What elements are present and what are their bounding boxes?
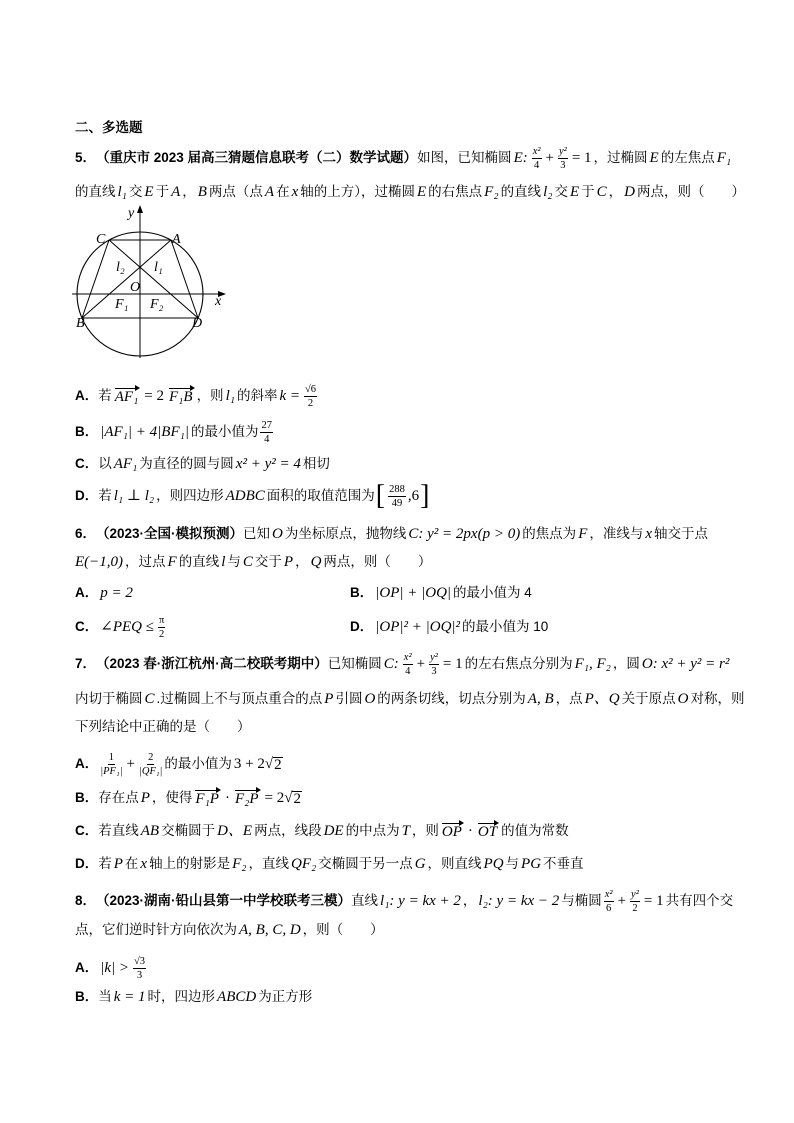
question-source: （2023 春·浙江杭州·高二校联考期中） xyxy=(96,656,328,671)
text-run: ，过椭圆 xyxy=(593,150,648,165)
text-run: 内切于椭圆 xyxy=(75,691,143,706)
math-expr: P xyxy=(113,856,123,872)
option-label: C． xyxy=(75,823,99,838)
option-label: D． xyxy=(350,619,374,634)
q5-option-c xyxy=(75,454,330,474)
label-point-a: A xyxy=(172,232,181,247)
text-run: 的两条切线，切点分别为 xyxy=(377,691,526,706)
text-run: 交椭圆于 xyxy=(161,823,216,838)
text-run: 若 xyxy=(98,488,112,503)
math-expr: p = 2 xyxy=(100,585,133,601)
option-label: A． xyxy=(75,388,99,403)
math-expr: O xyxy=(677,691,689,707)
fraction-denominator: 3 xyxy=(136,969,143,981)
text-run: 在 xyxy=(124,856,139,871)
math-expr: F₂ xyxy=(232,856,247,872)
text-run: 的焦点为 xyxy=(522,526,577,541)
fraction xyxy=(429,652,439,677)
math-expr: x² + y² = 4 xyxy=(235,456,301,472)
q5-ellipse-figure xyxy=(68,202,233,362)
label-line-l2: l₂ xyxy=(116,260,125,275)
math-expr: l₁ xyxy=(225,388,235,404)
vector-expr: OT xyxy=(477,824,498,840)
label-point-b: B xyxy=(76,316,85,331)
math-expr: P xyxy=(140,790,150,806)
text-run: 交 xyxy=(554,184,568,199)
fraction-denominator: 49 xyxy=(391,497,403,509)
fraction-denominator: 2 xyxy=(159,628,165,640)
math-op: + xyxy=(126,756,135,772)
q5-option-a xyxy=(75,383,319,409)
radicand: 2 xyxy=(293,790,301,807)
text-run: 的直线 xyxy=(75,184,116,199)
math-expr: |OP| + |OQ| xyxy=(375,585,452,601)
question-source: （2023·全国·模拟预测） xyxy=(96,526,244,541)
option-label: B． xyxy=(75,790,99,805)
fraction xyxy=(403,652,413,677)
q5-option-b xyxy=(75,419,275,445)
math-expr: E xyxy=(649,150,659,166)
math-expr: |k| > xyxy=(100,960,130,976)
fraction-denominator: 4 xyxy=(534,159,540,171)
q6-option-a xyxy=(75,583,135,603)
math-expr: G xyxy=(414,856,426,872)
text-run: 为直径的圆与圆 xyxy=(139,456,234,471)
math-expr: ABCD xyxy=(217,989,257,1005)
math-op: = 1 xyxy=(643,893,664,909)
question-number: 5． xyxy=(75,150,97,165)
question-number: 8． xyxy=(75,893,97,908)
text-run: 共有四个交 xyxy=(665,893,734,908)
fraction xyxy=(630,889,640,914)
fraction-numerator: π xyxy=(158,614,165,626)
text-run: 时，四边形 xyxy=(147,989,216,1004)
text-run: 的最小值为 xyxy=(164,756,232,771)
text-run: ，点 xyxy=(555,691,583,706)
text-run: 于 xyxy=(155,184,170,199)
text-run: 的最小值为 10 xyxy=(462,619,549,634)
text-run: ，准线与 xyxy=(589,526,644,541)
label-y-axis: y xyxy=(128,206,135,221)
fraction-numerator: 1 xyxy=(108,751,114,763)
text-run: 交椭圆于另一点 xyxy=(318,856,413,871)
fraction xyxy=(388,484,406,509)
radicand: 2 xyxy=(274,756,282,773)
text-run: ，则直线 xyxy=(427,856,482,871)
fraction xyxy=(158,615,165,640)
question-number: 7． xyxy=(75,656,97,671)
label-focus-f2: F₂ xyxy=(150,297,164,312)
math-expr: A xyxy=(264,184,275,200)
text-run: .过椭圆上不与顶点重合的点 xyxy=(156,691,323,706)
text-run: 的直线 xyxy=(178,554,220,569)
text-run: ，使得 xyxy=(151,790,193,805)
text-run: 轴交于点 xyxy=(654,526,709,541)
text-run: 的值为常数 xyxy=(501,823,569,838)
q8-option-b xyxy=(75,987,312,1007)
math-expr: x xyxy=(291,184,299,200)
text-run: 交 xyxy=(128,184,143,199)
q5-stem-line-2 xyxy=(75,182,745,202)
fraction-denominator: 3 xyxy=(560,159,566,171)
label-point-c: C xyxy=(96,232,106,247)
q7-option-d xyxy=(75,854,584,874)
vector-expr: F₂P xyxy=(234,791,259,807)
fraction xyxy=(532,146,542,171)
math-expr: A, B, C, D xyxy=(239,922,301,938)
math-op: + xyxy=(545,150,555,166)
math-expr: C: xyxy=(383,656,399,672)
fraction-denominator: |PF₁| xyxy=(100,765,123,777)
text-run: ，则四边形 xyxy=(156,488,224,503)
text-run: 的最小值为 xyxy=(190,424,259,439)
fraction-numerator: y² xyxy=(430,651,438,663)
question-source: （重庆市 2023 届高三猜题信息联考（二）数学试题） xyxy=(96,150,418,165)
vector-expr: AF₁ xyxy=(114,389,139,405)
option-label: B． xyxy=(350,585,374,600)
math-expr: D xyxy=(624,184,635,200)
fraction-numerator: √3 xyxy=(134,955,146,967)
math-op: = 2 xyxy=(144,388,165,404)
text-run: ，圆 xyxy=(612,656,640,671)
fraction-denominator: 3 xyxy=(431,665,437,677)
text-run: ， xyxy=(462,893,477,908)
math-expr: D、E xyxy=(217,823,253,839)
fraction xyxy=(604,889,614,914)
fraction-numerator: x² xyxy=(604,888,613,900)
text-run: 引圆 xyxy=(335,691,363,706)
math-expr: F₂ xyxy=(484,184,499,200)
text-run: 面积的取值范围为 xyxy=(266,488,375,503)
text-run: ，则（ ） xyxy=(302,922,384,937)
math-op: + xyxy=(416,656,426,672)
q8-stem-line-1 xyxy=(75,888,734,914)
section-heading: 二、多选题 xyxy=(75,120,143,135)
math-expr: C xyxy=(242,554,253,570)
text-run: 轴上的射影是 xyxy=(149,856,231,871)
q6-stem-line-1 xyxy=(75,524,708,544)
label-x-axis: x xyxy=(215,294,222,309)
text-run: 两点，则（ ） xyxy=(323,554,432,569)
option-label: C． xyxy=(75,456,99,471)
text-run: 的直线 xyxy=(500,184,542,199)
math-expr: 3 + 2√ xyxy=(233,756,274,772)
math-expr: l₁ xyxy=(117,184,127,200)
fraction xyxy=(100,752,122,777)
q5-option-d xyxy=(75,480,430,511)
bracket-right: ] xyxy=(420,480,430,511)
vector-expr: OP xyxy=(441,824,462,840)
bracket-left: [ xyxy=(375,480,386,511)
fraction-denominator: 6 xyxy=(606,902,612,914)
fraction-numerator: 27 xyxy=(261,419,272,431)
math-expr: l xyxy=(221,554,226,570)
fraction-denominator: 2 xyxy=(632,902,638,914)
text-run: 为坐标原点，抛物线 xyxy=(284,526,407,541)
text-run: 的左焦点 xyxy=(660,150,715,165)
math-expr: QF₂ xyxy=(290,856,317,872)
label-line-l1: l₁ xyxy=(154,260,163,275)
text-run: ，则 xyxy=(411,823,439,838)
q5-stem-line-1 xyxy=(75,145,733,171)
math-expr: = 2√ xyxy=(264,790,293,806)
math-op: = 1 xyxy=(571,150,592,166)
text-run: 关于原点 xyxy=(621,691,676,706)
text-run: 当 xyxy=(98,989,112,1004)
text-run: ，直线 xyxy=(248,856,289,871)
fraction-numerator: 288 xyxy=(389,483,405,495)
math-expr: E(−1,0) xyxy=(75,554,124,570)
y-axis-arrow xyxy=(137,205,143,213)
option-label: D． xyxy=(75,488,99,503)
label-origin: O xyxy=(130,280,141,295)
math-op: · xyxy=(224,790,230,806)
text-run: 不垂直 xyxy=(543,856,584,871)
math-op: + xyxy=(617,893,627,909)
text-run: 相切 xyxy=(302,456,330,471)
q6-stem-line-2 xyxy=(75,552,431,572)
vector-expr: F₁B xyxy=(169,389,193,405)
math-expr: F₁ xyxy=(716,150,732,166)
option-label: B． xyxy=(75,989,99,1004)
math-expr: ADBC xyxy=(225,488,265,504)
text-run: 与 xyxy=(505,856,520,871)
math-expr: E: xyxy=(513,150,528,166)
math-expr: C xyxy=(144,691,155,707)
math-expr: l₁ ⊥ l₂ xyxy=(113,488,155,504)
question-source: （2023·湖南·铅山县第一中学校联考三模） xyxy=(96,893,352,908)
fraction-denominator: 4 xyxy=(264,433,270,445)
math-expr: T xyxy=(401,823,410,839)
text-run: 两点，线段 xyxy=(254,823,322,838)
math-expr: ,6 xyxy=(407,488,420,504)
math-expr: A, B xyxy=(527,691,554,707)
text-run: 的斜率 xyxy=(236,388,278,403)
math-expr: DE xyxy=(323,823,344,839)
q7-stem-line-3: 下列结论中正确的是（ ） xyxy=(75,719,251,734)
math-expr: ∠PEQ ≤ xyxy=(100,619,154,635)
math-expr: PG xyxy=(521,856,542,872)
math-expr: Q xyxy=(310,554,322,570)
fraction xyxy=(133,956,146,981)
text-run: 对称，则 xyxy=(690,691,745,706)
math-expr: k = 1 xyxy=(113,989,146,1005)
math-expr: l₂ xyxy=(543,184,553,200)
math-expr: O: x² + y² = r² xyxy=(641,656,730,672)
math-expr: F₁, F₂ xyxy=(574,656,611,672)
text-run: 已知 xyxy=(243,526,271,541)
option-label: A． xyxy=(75,960,99,975)
text-run: 两点（点 xyxy=(208,184,263,199)
math-expr: k = xyxy=(279,388,300,404)
fraction-numerator: y² xyxy=(631,888,639,900)
label-focus-f1: F₁ xyxy=(115,297,129,312)
text-run: 轴的上方），过椭圆 xyxy=(300,184,415,199)
math-expr: E xyxy=(569,184,580,200)
text-run: 与椭圆 xyxy=(561,893,602,908)
math-expr: P xyxy=(324,691,334,707)
math-expr: A xyxy=(171,184,181,200)
fraction-numerator: x² xyxy=(403,651,412,663)
text-run: 如图，已知椭圆 xyxy=(417,150,512,165)
math-expr: B xyxy=(197,184,207,200)
math-expr: AB xyxy=(140,823,160,839)
math-expr: E xyxy=(144,184,154,200)
text-run: ，则 xyxy=(196,388,224,403)
fraction xyxy=(558,146,568,171)
text-run: 的右焦点 xyxy=(428,184,483,199)
math-expr: |AF₁| + 4|BF₁| xyxy=(100,424,189,440)
text-run: ， xyxy=(295,554,309,569)
math-expr: l₁: y = kx + 2 xyxy=(380,893,461,909)
text-run: ， xyxy=(608,184,623,199)
text-run: 与 xyxy=(227,554,241,569)
text-run: ， xyxy=(182,184,196,199)
fraction-denominator: |QF₁| xyxy=(138,765,163,777)
q6-option-c xyxy=(75,614,167,640)
text-run: 的左右焦点分别为 xyxy=(464,656,573,671)
text-run: 若 xyxy=(98,856,112,871)
option-label: A． xyxy=(75,756,99,771)
label-point-d: D xyxy=(192,316,203,331)
vector-expr: F₁P xyxy=(195,791,219,807)
math-expr: P xyxy=(283,554,294,570)
text-run: 点，它们逆时针方向依次为 xyxy=(75,922,237,937)
text-run: 以 xyxy=(98,456,112,471)
math-expr: C: y² = 2px(p > 0) xyxy=(408,526,521,542)
question-number: 6． xyxy=(75,526,97,541)
text-run: 若直线 xyxy=(98,823,139,838)
fraction-denominator: 4 xyxy=(405,665,411,677)
q7-option-a xyxy=(75,751,285,777)
q6-option-d xyxy=(350,617,548,637)
q7-option-b xyxy=(75,788,304,808)
math-expr: C xyxy=(596,184,607,200)
math-op: · xyxy=(467,823,473,839)
math-expr: AF₁ xyxy=(113,456,138,472)
math-expr: x xyxy=(645,526,653,542)
text-run: 直线 xyxy=(351,893,379,908)
math-expr: l₂: y = kx − 2 xyxy=(478,893,560,909)
math-expr: |OP|² + |OQ|² xyxy=(375,619,461,635)
text-run: 在 xyxy=(276,184,290,199)
fraction xyxy=(260,420,273,445)
math-expr: P、Q xyxy=(584,691,620,707)
option-label: D． xyxy=(75,856,99,871)
math-expr: F xyxy=(578,526,588,542)
text-run: ，过点 xyxy=(125,554,166,569)
text-run: 存在点 xyxy=(98,790,139,805)
fraction xyxy=(304,384,317,409)
fraction-numerator: y² xyxy=(559,145,567,157)
text-run: 若 xyxy=(98,388,112,403)
text-run: 的最小值为 4 xyxy=(453,585,532,600)
math-expr: O xyxy=(364,691,376,707)
math-expr: E xyxy=(417,184,427,200)
q7-stem-line-2 xyxy=(75,689,744,709)
option-label: B． xyxy=(75,424,99,439)
text-run: 为正方形 xyxy=(258,989,313,1004)
fraction-denominator: 2 xyxy=(307,397,314,409)
fraction xyxy=(139,752,162,777)
math-expr: O xyxy=(272,526,283,542)
math-op: = 1 xyxy=(442,656,463,672)
fraction-numerator: 2 xyxy=(148,751,154,763)
q7-option-c xyxy=(75,821,569,841)
q8-stem-line-2 xyxy=(75,920,384,940)
fraction-numerator: x² xyxy=(532,145,541,157)
option-label: C． xyxy=(75,619,99,634)
fraction-numerator: √6 xyxy=(304,383,316,395)
math-expr: PQ xyxy=(483,856,504,872)
text-run: 交于 xyxy=(254,554,282,569)
q8-option-a xyxy=(75,955,148,981)
text-run: 的中点为 xyxy=(345,823,400,838)
math-expr: F xyxy=(167,554,177,570)
text-run: 两点，则（ ） xyxy=(636,184,745,199)
math-expr: x xyxy=(140,856,148,872)
option-label: A． xyxy=(75,585,99,600)
q7-stem-line-1 xyxy=(75,651,731,677)
text-run: 已知椭圆 xyxy=(327,656,382,671)
text-run: 于 xyxy=(581,184,595,199)
q6-option-b xyxy=(350,583,532,603)
